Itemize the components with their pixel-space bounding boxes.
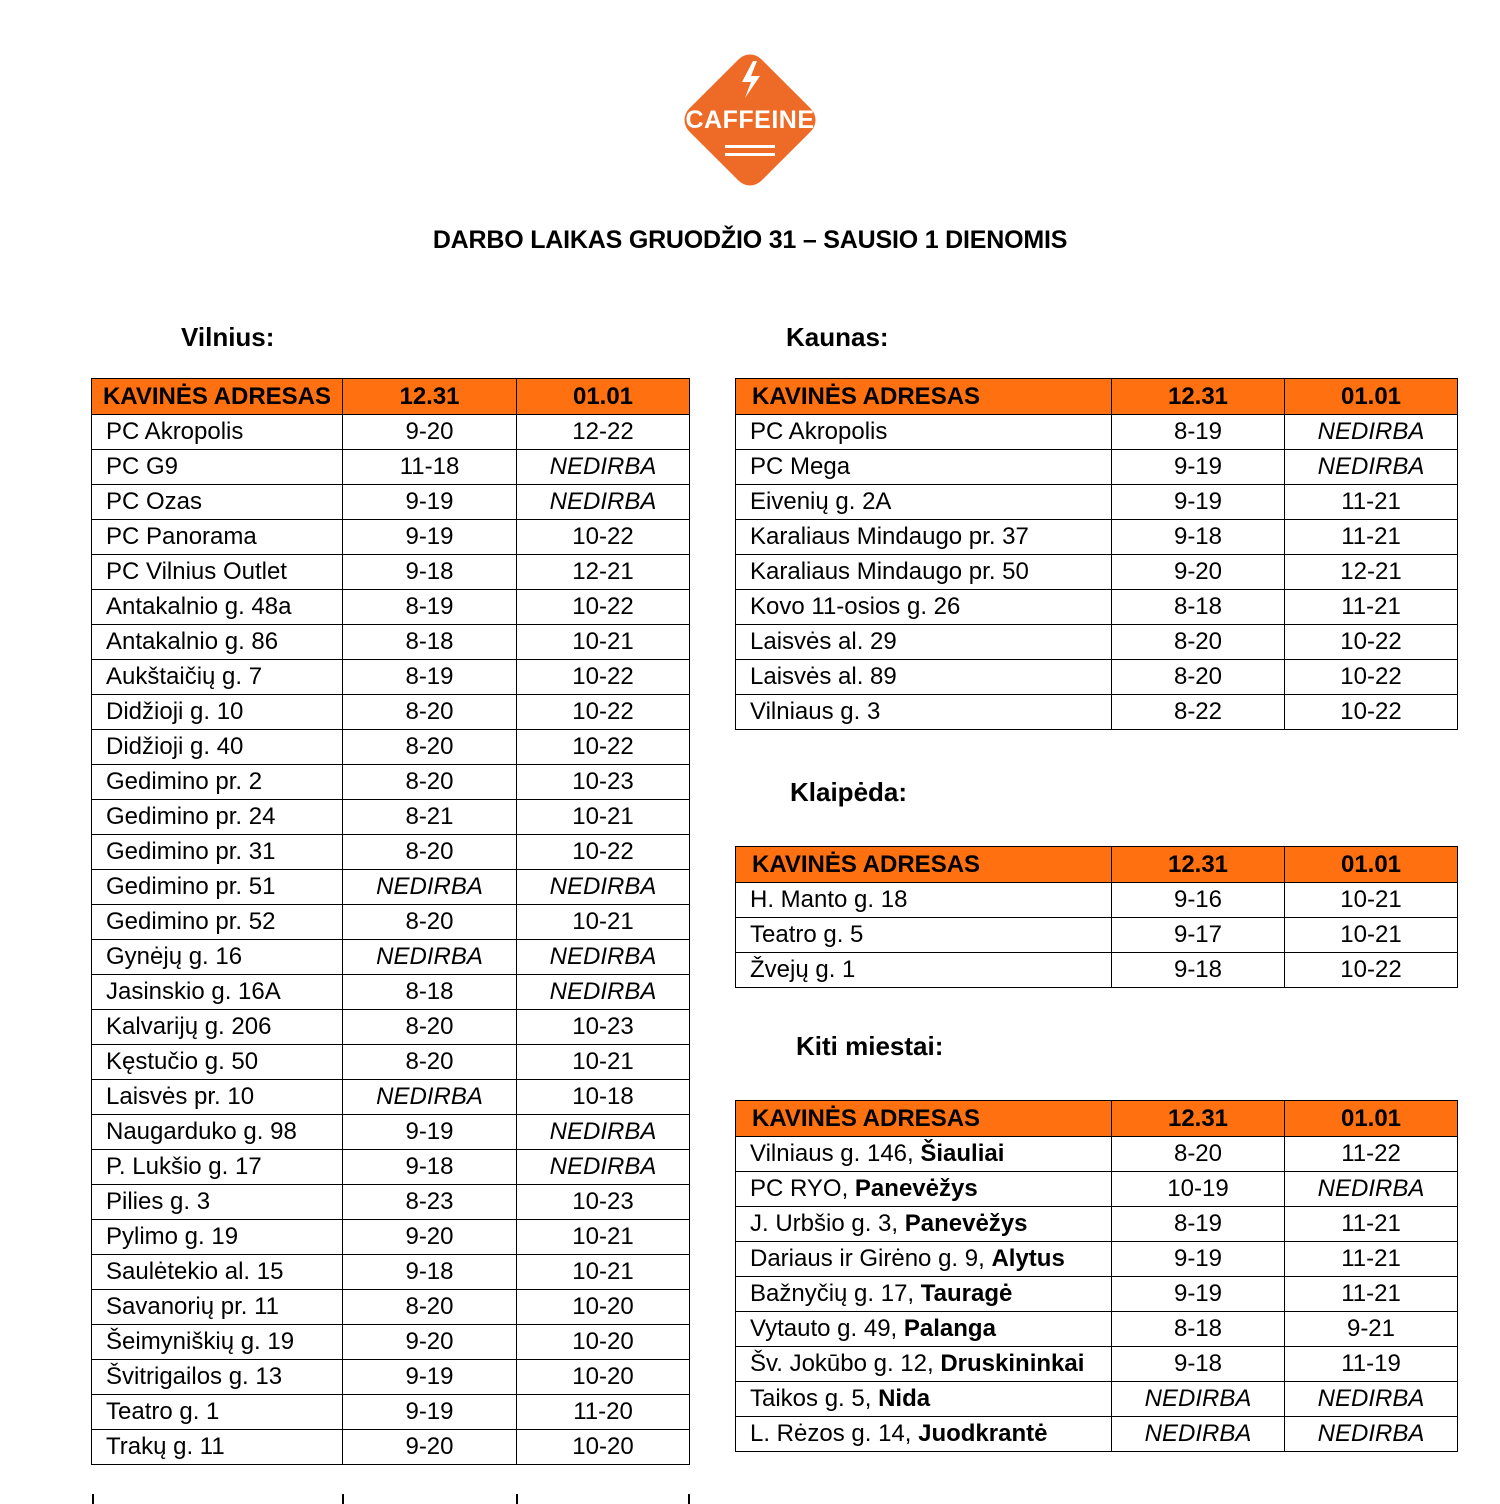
table-row bbox=[92, 1325, 690, 1360]
cafe-address bbox=[736, 1347, 1112, 1382]
hours-jan1: 11-21 bbox=[1285, 1242, 1458, 1277]
hours-dec31: 8-19 bbox=[343, 660, 517, 695]
address-text: Kęstučio g. 50 bbox=[106, 1048, 259, 1075]
hours-dec31: 8-20 bbox=[343, 1010, 517, 1045]
hours-jan1: NEDIRBA bbox=[517, 485, 690, 520]
hours-dec31: 8-20 bbox=[343, 695, 517, 730]
city-name: Panevėžys bbox=[904, 1210, 1028, 1237]
hours-jan1: 10-18 bbox=[517, 1080, 690, 1115]
address-text: Šeimyniškių g. 19 bbox=[106, 1328, 295, 1355]
header-jan1: 01.01 bbox=[1285, 379, 1458, 415]
table-row bbox=[92, 485, 690, 520]
logo-underline-top bbox=[725, 145, 775, 148]
cafe-address bbox=[736, 1207, 1112, 1242]
table-row bbox=[92, 730, 690, 765]
address-text: Teatro g. 5 bbox=[750, 921, 864, 948]
table-row bbox=[92, 1080, 690, 1115]
header-address: KAVINĖS ADRESAS bbox=[92, 379, 343, 415]
hours-jan1: 10-21 bbox=[517, 1045, 690, 1080]
table-row bbox=[92, 800, 690, 835]
table-row bbox=[92, 1045, 690, 1080]
table-row bbox=[92, 695, 690, 730]
hours-jan1: 10-22 bbox=[517, 835, 690, 870]
hours-jan1: 11-21 bbox=[1285, 1277, 1458, 1312]
table-row bbox=[736, 1382, 1458, 1417]
hours-dec31: 9-19 bbox=[343, 1115, 517, 1150]
cafe-address bbox=[92, 1220, 343, 1255]
city-name: Druskininkai bbox=[940, 1350, 1085, 1377]
hours-jan1: NEDIRBA bbox=[517, 1150, 690, 1185]
hours-dec31: 8-19 bbox=[1112, 415, 1285, 450]
hours-jan1: 10-23 bbox=[517, 765, 690, 800]
hours-dec31: 9-18 bbox=[1112, 520, 1285, 555]
cafe-address bbox=[92, 415, 343, 450]
table-row bbox=[92, 1290, 690, 1325]
cafe-address bbox=[736, 660, 1112, 695]
table-row bbox=[92, 940, 690, 975]
cafe-address bbox=[92, 1185, 343, 1220]
hours-dec31: 10-19 bbox=[1112, 1172, 1285, 1207]
header-address: KAVINĖS ADRESAS bbox=[736, 847, 1112, 883]
address-text: Laisvės al. 29 bbox=[750, 628, 897, 655]
cafe-address bbox=[736, 415, 1112, 450]
table-row bbox=[736, 918, 1458, 953]
hours-jan1: 9-21 bbox=[1285, 1312, 1458, 1347]
address-text: PC Mega bbox=[750, 453, 851, 480]
hours-jan1: NEDIRBA bbox=[1285, 415, 1458, 450]
address-text: Vytauto g. 49, bbox=[750, 1315, 904, 1342]
address-text: PC Ozas bbox=[106, 488, 203, 515]
cafe-address bbox=[92, 555, 343, 590]
hours-dec31: 8-18 bbox=[343, 625, 517, 660]
logo-underline-bottom bbox=[725, 153, 775, 156]
address-text: Gedimino pr. 31 bbox=[106, 838, 276, 865]
hours-jan1: NEDIRBA bbox=[517, 870, 690, 905]
hours-dec31: 9-20 bbox=[343, 1325, 517, 1360]
hours-jan1: NEDIRBA bbox=[1285, 1382, 1458, 1417]
hours-dec31: 8-20 bbox=[343, 765, 517, 800]
cafe-address bbox=[736, 1242, 1112, 1277]
hours-jan1: 10-21 bbox=[517, 905, 690, 940]
hours-dec31: 9-20 bbox=[1112, 555, 1285, 590]
hours-jan1: 10-21 bbox=[517, 1220, 690, 1255]
address-text: PC RYO, bbox=[750, 1175, 855, 1202]
hours-dec31: 9-19 bbox=[343, 485, 517, 520]
hours-jan1: NEDIRBA bbox=[517, 450, 690, 485]
cafe-address bbox=[736, 1382, 1112, 1417]
address-text: Vilniaus g. 3 bbox=[750, 698, 881, 725]
cafe-address bbox=[92, 870, 343, 905]
hours-dec31: 8-18 bbox=[1112, 1312, 1285, 1347]
table-row bbox=[92, 1115, 690, 1150]
table-row bbox=[92, 1395, 690, 1430]
hours-jan1: 10-21 bbox=[517, 800, 690, 835]
hours-jan1: 10-22 bbox=[517, 660, 690, 695]
cafe-address bbox=[736, 1172, 1112, 1207]
logo-text: CAFFEINE bbox=[685, 106, 815, 134]
hours-dec31: NEDIRBA bbox=[1112, 1417, 1285, 1452]
address-text: PC Akropolis bbox=[750, 418, 888, 445]
table-row bbox=[736, 883, 1458, 918]
table-row bbox=[92, 555, 690, 590]
header-dec31: 12.31 bbox=[1112, 379, 1285, 415]
cafe-address bbox=[92, 1325, 343, 1360]
table-row bbox=[736, 520, 1458, 555]
table-row bbox=[92, 870, 690, 905]
table-row bbox=[736, 485, 1458, 520]
address-text: P. Lukšio g. 17 bbox=[106, 1153, 262, 1180]
hours-dec31: 8-20 bbox=[343, 730, 517, 765]
city-name: Šiauliai bbox=[920, 1140, 1005, 1167]
city-name: Tauragė bbox=[920, 1280, 1013, 1307]
cafe-address bbox=[92, 905, 343, 940]
table-row bbox=[92, 450, 690, 485]
hours-dec31: 8-20 bbox=[1112, 660, 1285, 695]
cafe-address bbox=[92, 1150, 343, 1185]
hours-jan1: 10-21 bbox=[1285, 883, 1458, 918]
hours-dec31: 9-18 bbox=[1112, 1347, 1285, 1382]
city-name: Palanga bbox=[903, 1315, 996, 1342]
table-row bbox=[92, 1150, 690, 1185]
table-row bbox=[736, 660, 1458, 695]
hours-dec31: 9-19 bbox=[1112, 450, 1285, 485]
cafe-address bbox=[92, 800, 343, 835]
address-text: Teatro g. 1 bbox=[106, 1398, 220, 1425]
cafe-address bbox=[736, 1277, 1112, 1312]
hours-dec31: 8-19 bbox=[343, 590, 517, 625]
table-row bbox=[92, 1430, 690, 1465]
table-row bbox=[92, 590, 690, 625]
hours-dec31: 8-20 bbox=[1112, 1137, 1285, 1172]
hours-jan1: 10-21 bbox=[1285, 918, 1458, 953]
table-row bbox=[736, 1347, 1458, 1382]
address-text: L. Rėzos g. 14, bbox=[750, 1420, 919, 1447]
table-row bbox=[736, 1207, 1458, 1242]
hours-dec31: 8-23 bbox=[343, 1185, 517, 1220]
city-name: Panevėžys bbox=[854, 1175, 978, 1202]
cafe-address bbox=[736, 918, 1112, 953]
hours-jan1: 10-22 bbox=[517, 730, 690, 765]
hours-dec31: NEDIRBA bbox=[343, 870, 517, 905]
hours-jan1: NEDIRBA bbox=[517, 975, 690, 1010]
table-row bbox=[736, 695, 1458, 730]
hours-jan1: NEDIRBA bbox=[1285, 450, 1458, 485]
address-text: Aukštaičių g. 7 bbox=[106, 663, 263, 690]
hours-jan1: 10-20 bbox=[517, 1325, 690, 1360]
city-name: Nida bbox=[878, 1385, 931, 1412]
cafe-address bbox=[736, 883, 1112, 918]
table-row bbox=[736, 450, 1458, 485]
table-row bbox=[92, 1220, 690, 1255]
city-label-kaunas: Kaunas: bbox=[786, 322, 889, 352]
hours-dec31: 9-19 bbox=[343, 1395, 517, 1430]
address-text: Gedimino pr. 52 bbox=[106, 908, 276, 935]
city-label-other: Kiti miestai: bbox=[796, 1031, 944, 1061]
cafe-address bbox=[92, 625, 343, 660]
cafe-address bbox=[92, 450, 343, 485]
table-row bbox=[92, 975, 690, 1010]
hours-dec31: 8-20 bbox=[343, 1290, 517, 1325]
hours-dec31: 8-22 bbox=[1112, 695, 1285, 730]
hours-jan1: 10-22 bbox=[1285, 953, 1458, 988]
address-text: Antakalnio g. 86 bbox=[106, 628, 279, 655]
address-text: PC Akropolis bbox=[106, 418, 244, 445]
hours-dec31: NEDIRBA bbox=[1112, 1382, 1285, 1417]
hours-jan1: 12-21 bbox=[1285, 555, 1458, 590]
table-row bbox=[92, 625, 690, 660]
address-text: Šv. Jokūbo g. 12, bbox=[750, 1350, 941, 1377]
cafe-address bbox=[736, 1137, 1112, 1172]
hours-dec31: 9-19 bbox=[1112, 1277, 1285, 1312]
cafe-address bbox=[92, 940, 343, 975]
hours-dec31: 9-20 bbox=[343, 1220, 517, 1255]
cafe-address bbox=[736, 450, 1112, 485]
address-text: Savanorių pr. 11 bbox=[106, 1293, 280, 1320]
hours-dec31: 8-20 bbox=[343, 905, 517, 940]
cropped-next-row bbox=[92, 1494, 689, 1504]
cafe-address bbox=[736, 485, 1112, 520]
cafe-address bbox=[92, 660, 343, 695]
hours-jan1: 10-23 bbox=[517, 1185, 690, 1220]
page-title: DARBO LAIKAS GRUODŽIO 31 – SAUSIO 1 DIENOMIS bbox=[432, 226, 1068, 254]
table-row bbox=[92, 520, 690, 555]
header-address: KAVINĖS ADRESAS bbox=[736, 1101, 1112, 1137]
table-header-row bbox=[736, 847, 1458, 883]
table-row bbox=[736, 1417, 1458, 1452]
cafe-address bbox=[736, 520, 1112, 555]
address-text: Dariaus ir Girėno g. 9, bbox=[750, 1245, 992, 1272]
hours-dec31: 9-18 bbox=[343, 555, 517, 590]
address-text: Švitrigailos g. 13 bbox=[106, 1363, 283, 1390]
hours-jan1: 10-22 bbox=[1285, 660, 1458, 695]
cafe-address bbox=[736, 1417, 1112, 1452]
cafe-address bbox=[92, 1255, 343, 1290]
hours-dec31: NEDIRBA bbox=[343, 1080, 517, 1115]
cafe-address bbox=[92, 835, 343, 870]
hours-jan1: 11-22 bbox=[1285, 1137, 1458, 1172]
address-text: Jasinskio g. 16A bbox=[106, 978, 281, 1005]
hours-dec31: 9-16 bbox=[1112, 883, 1285, 918]
cafe-address bbox=[736, 695, 1112, 730]
cafe-address bbox=[92, 1045, 343, 1080]
header-jan1: 01.01 bbox=[517, 379, 690, 415]
cafe-address bbox=[92, 1290, 343, 1325]
address-text: Bažnyčių g. 17, bbox=[750, 1280, 921, 1307]
caffeine-logo bbox=[665, 35, 835, 205]
address-text: Antakalnio g. 48a bbox=[106, 593, 292, 620]
address-text: Kalvarijų g. 206 bbox=[106, 1013, 272, 1040]
hours-jan1: 10-22 bbox=[1285, 625, 1458, 660]
address-text: Gedimino pr. 51 bbox=[106, 873, 276, 900]
table-row bbox=[736, 1312, 1458, 1347]
hours-jan1: 10-22 bbox=[517, 590, 690, 625]
other-cities-hours-table bbox=[735, 1100, 1458, 1452]
hours-jan1: NEDIRBA bbox=[1285, 1417, 1458, 1452]
hours-jan1: 11-19 bbox=[1285, 1347, 1458, 1382]
address-text: Pylimo g. 19 bbox=[106, 1223, 239, 1250]
hours-jan1: 10-22 bbox=[1285, 695, 1458, 730]
header-dec31: 12.31 bbox=[1112, 847, 1285, 883]
cafe-address bbox=[92, 590, 343, 625]
address-text: Didžioji g. 10 bbox=[106, 698, 244, 725]
address-text: Laisvės pr. 10 bbox=[106, 1083, 255, 1110]
address-text: PC Panorama bbox=[106, 523, 257, 550]
hours-dec31: 9-17 bbox=[1112, 918, 1285, 953]
hours-dec31: NEDIRBA bbox=[343, 940, 517, 975]
cafe-address bbox=[736, 590, 1112, 625]
hours-dec31: 11-18 bbox=[343, 450, 517, 485]
table-row bbox=[92, 905, 690, 940]
table-header-row bbox=[736, 379, 1458, 415]
hours-jan1: 10-21 bbox=[517, 625, 690, 660]
table-row bbox=[736, 555, 1458, 590]
city-name: Juodkrantė bbox=[918, 1420, 1048, 1447]
address-text: Žvejų g. 1 bbox=[750, 956, 856, 983]
hours-dec31: 8-19 bbox=[1112, 1207, 1285, 1242]
hours-jan1: 10-20 bbox=[517, 1290, 690, 1325]
address-text: Laisvės al. 89 bbox=[750, 663, 897, 690]
table-row bbox=[736, 1137, 1458, 1172]
hours-jan1: 12-21 bbox=[517, 555, 690, 590]
cafe-address bbox=[92, 765, 343, 800]
address-text: Vilniaus g. 146, bbox=[750, 1140, 921, 1167]
city-label-klaipeda: Klaipėda: bbox=[790, 777, 908, 807]
hours-jan1: 10-20 bbox=[517, 1360, 690, 1395]
hours-dec31: 8-18 bbox=[1112, 590, 1285, 625]
hours-dec31: 9-19 bbox=[1112, 485, 1285, 520]
address-text: Trakų g. 11 bbox=[106, 1433, 225, 1460]
hours-dec31: 9-19 bbox=[1112, 1242, 1285, 1277]
cafe-address bbox=[92, 1115, 343, 1150]
address-text: Gedimino pr. 24 bbox=[106, 803, 276, 830]
cafe-address bbox=[92, 695, 343, 730]
header-dec31: 12.31 bbox=[1112, 1101, 1285, 1137]
header-jan1: 01.01 bbox=[1285, 1101, 1458, 1137]
hours-dec31: 9-19 bbox=[343, 520, 517, 555]
table-row bbox=[736, 1277, 1458, 1312]
table-row bbox=[92, 415, 690, 450]
table-row bbox=[736, 625, 1458, 660]
hours-dec31: 8-20 bbox=[343, 1045, 517, 1080]
hours-dec31: 8-20 bbox=[343, 835, 517, 870]
hours-dec31: 8-21 bbox=[343, 800, 517, 835]
address-text: Taikos g. 5, bbox=[750, 1385, 879, 1412]
hours-dec31: 9-20 bbox=[343, 415, 517, 450]
header-dec31: 12.31 bbox=[343, 379, 517, 415]
hours-jan1: 11-20 bbox=[517, 1395, 690, 1430]
address-text: Saulėtekio al. 15 bbox=[106, 1258, 284, 1285]
table-header-row bbox=[736, 1101, 1458, 1137]
cafe-address bbox=[92, 1395, 343, 1430]
cafe-address bbox=[92, 485, 343, 520]
table-row bbox=[736, 415, 1458, 450]
hours-dec31: 9-20 bbox=[343, 1430, 517, 1465]
cafe-address bbox=[92, 1360, 343, 1395]
hours-jan1: 10-23 bbox=[517, 1010, 690, 1045]
kaunas-hours-table bbox=[735, 378, 1458, 730]
hours-jan1: 10-22 bbox=[517, 695, 690, 730]
hours-jan1: NEDIRBA bbox=[517, 1115, 690, 1150]
cafe-address bbox=[736, 625, 1112, 660]
city-name: Alytus bbox=[991, 1245, 1065, 1272]
hours-dec31: 9-18 bbox=[343, 1255, 517, 1290]
table-row bbox=[92, 835, 690, 870]
table-row bbox=[736, 953, 1458, 988]
cafe-address bbox=[92, 1430, 343, 1465]
hours-dec31: 9-18 bbox=[343, 1150, 517, 1185]
hours-dec31: 9-18 bbox=[1112, 953, 1285, 988]
address-text: H. Manto g. 18 bbox=[750, 886, 908, 913]
cafe-address bbox=[92, 1080, 343, 1115]
hours-jan1: 11-21 bbox=[1285, 1207, 1458, 1242]
address-text: Pilies g. 3 bbox=[106, 1188, 211, 1215]
hours-dec31: 8-20 bbox=[1112, 625, 1285, 660]
hours-dec31: 8-18 bbox=[343, 975, 517, 1010]
address-text: Didžioji g. 40 bbox=[106, 733, 244, 760]
cafe-address bbox=[736, 953, 1112, 988]
address-text: Karaliaus Mindaugo pr. 37 bbox=[750, 523, 1029, 550]
hours-jan1: NEDIRBA bbox=[1285, 1172, 1458, 1207]
hours-jan1: 12-22 bbox=[517, 415, 690, 450]
address-text: J. Urbšio g. 3, bbox=[750, 1210, 905, 1237]
table-row bbox=[92, 660, 690, 695]
cafe-address bbox=[736, 1312, 1112, 1347]
table-row bbox=[92, 1360, 690, 1395]
table-row bbox=[92, 1010, 690, 1045]
table-row bbox=[92, 1255, 690, 1290]
city-label-vilnius: Vilnius: bbox=[181, 322, 275, 352]
cafe-address bbox=[736, 555, 1112, 590]
hours-jan1: 10-21 bbox=[517, 1255, 690, 1290]
address-text: PC G9 bbox=[106, 453, 179, 480]
address-text: PC Vilnius Outlet bbox=[106, 558, 287, 585]
address-text: Eivenių g. 2A bbox=[750, 488, 892, 515]
cafe-address bbox=[92, 1010, 343, 1045]
address-text: Karaliaus Mindaugo pr. 50 bbox=[750, 558, 1029, 585]
cafe-address bbox=[92, 520, 343, 555]
hours-jan1: 10-20 bbox=[517, 1430, 690, 1465]
cafe-address bbox=[92, 730, 343, 765]
table-header-row bbox=[92, 379, 690, 415]
header-jan1: 01.01 bbox=[1285, 847, 1458, 883]
address-text: Gedimino pr. 2 bbox=[106, 768, 263, 795]
address-text: Kovo 11-osios g. 26 bbox=[750, 593, 961, 620]
table-row bbox=[92, 1185, 690, 1220]
hours-jan1: 10-22 bbox=[517, 520, 690, 555]
klaipeda-hours-table bbox=[735, 846, 1458, 988]
address-text: Naugarduko g. 98 bbox=[106, 1118, 297, 1145]
vilnius-hours-table bbox=[91, 378, 690, 1465]
hours-jan1: 11-21 bbox=[1285, 590, 1458, 625]
hours-jan1: NEDIRBA bbox=[517, 940, 690, 975]
table-row bbox=[736, 1172, 1458, 1207]
hours-dec31: 9-19 bbox=[343, 1360, 517, 1395]
table-row bbox=[92, 765, 690, 800]
hours-jan1: 11-21 bbox=[1285, 520, 1458, 555]
address-text: Gynėjų g. 16 bbox=[106, 943, 243, 970]
hours-jan1: 11-21 bbox=[1285, 485, 1458, 520]
table-row bbox=[736, 1242, 1458, 1277]
header-address: KAVINĖS ADRESAS bbox=[736, 379, 1112, 415]
cafe-address bbox=[92, 975, 343, 1010]
table-row bbox=[736, 590, 1458, 625]
